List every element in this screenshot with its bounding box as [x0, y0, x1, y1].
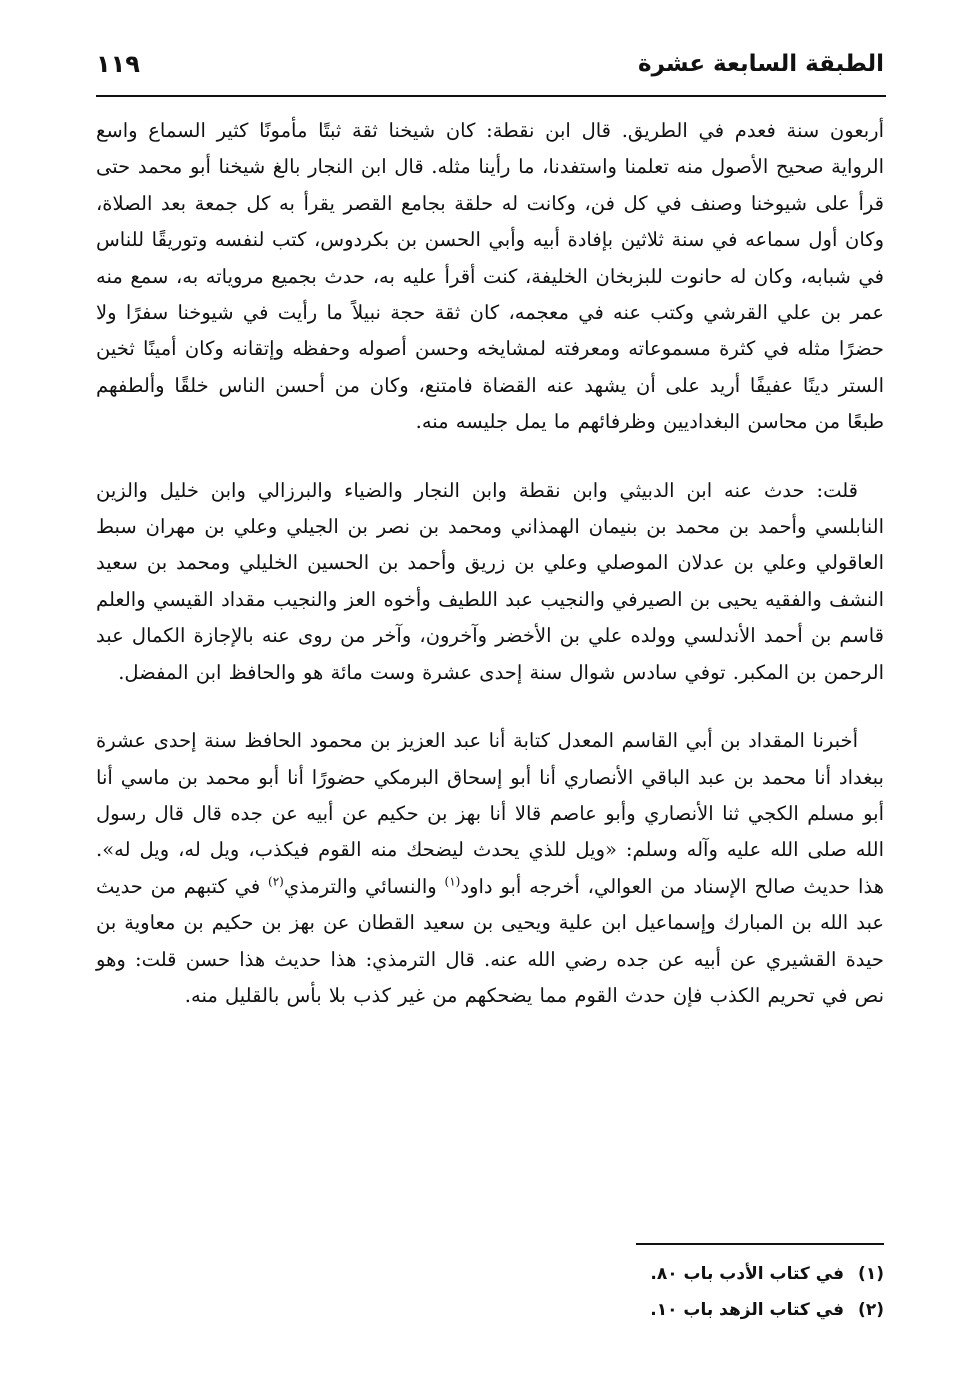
footnote-2 — [96, 1292, 884, 1328]
footnote-text: في كتاب الأدب باب ٨٠. — [650, 1264, 845, 1284]
footnotes — [96, 1256, 884, 1328]
paragraph-1: أربعون سنة فعدم في الطريق. قال ابن نقطة: كان شيخنا ثقة ثبتًا مأمونًا كثير السماع واسع الرواية صحيح الأصول منه تعلمنا واستفدنا، ما رأينا مثله. قال ابن النجار بالغ شيخنا أبو محمد حتى قرأ على شيوخنا وصنف في كل فن، وكانت له حلقة بجامع القصر يقرأ به كل جمعة بعد الصلاة، وكان أول سماعه في سنة ثلاثين بإفادة أبيه وأبي الحسن بن بكردوس، كتب لنفسه وتوريقًا للناس في شبابه، وكان له حانوت للبزبخان الخليفة، كنت أقرأ عليه به، حدث بجميع مروياته به، سمع منه عمر بن علي القرشي وكتب عنه في معجمه، كان ثقة حجة نبيلاً ما رأيت في شيوخنا سفرًا ولا حضرًا مثله في كثرة مسموعاته ومعرفته لمشايخه وحسن أصوله وحفظه وإتقانه وكان أمينًا ثخين الستر دينًا عفيفًا أريد على أن يشهد عنه القضاة فامتنع، وكان من أحسن الناس خلقًا وألطفهم طبعًا من محاسن البغداديين وظرفائهم ما يمل جليسه منه. — [96, 119, 884, 434]
paragraph-3-text-b: والنسائي والترمذي — [283, 874, 445, 898]
footnote-1 — [96, 1256, 884, 1292]
main-text — [96, 113, 884, 1014]
paragraph-3-text-c: في كتبهم من حديث عبد الله بن المبارك وإسماعيل ابن علية ويحيى بن سعيد القطان عن بهز بن حكيم بن معاوية بن حيدة القشيري عن أبيه عن جده رضي الله عنه. قال الترمذي: هذا حديث هذا حسن قلت: وهو نص في تحريم الكذب فإن حدث القوم مما يضحكهم من غير كذب بلا بأس بالقليل منه. — [96, 874, 884, 1007]
paragraph-3-text-a: أخبرنا المقداد بن أبي القاسم المعدل كتابة أنا عبد العزيز بن محمود الحافظ سنة إحدى عشرة ببغداد أنا محمد بن عبد الباقي الأنصاري أنا أبو إسحاق البرمكي حضورًا أنا أبو محمد بن ماسي أنا أبو مسلم الكجي ثنا الأنصاري وأبو عاصم قالا أنا بهز بن حكيم عن أبيه عن جده قال قال رسول الله صلى الله عليه وآله وسلم: «ويل للذي يحدث ليضحك منه القوم فيكذب، ويل له، ويل له». هذا حديث صالح الإسناد من العوالي، أخرجه أبو داود — [96, 729, 884, 898]
chapter-title: الطبقة السابعة عشرة — [638, 51, 884, 77]
footnote-number: (٢) — [858, 1300, 884, 1320]
paragraph-2: قلت: حدث عنه ابن الدبيثي وابن نقطة وابن النجار والضياء والبرزالي وابن خليل والزين النابلسي وأحمد بن محمد بن بنيمان الهمذاني ومحمد بن نصر بن الجيلي وعلي بن مهران سبط العاقولي وعلي بن عدلان الموصلي وعلي بن زريق وأحمد بن الحسين الخليلي ومحمد بن سعيد النشف والفقيه يحيى بن الصيرفي والنجيب عبد اللطيف وأخوه العز والنجيب مقداد القيسي والعلم قاسم بن أحمد الأندلسي وولده علي بن الأخضر وآخرون، وآخر من روى عنه بالإجازة الكمال عبد الرحمن بن المكبر. توفي سادس شوال سنة إحدى عشرة وست مائة هو والحافظ ابن المفضل. — [96, 478, 884, 684]
footnote-rule — [636, 1243, 884, 1245]
footnote-ref-2[interactable]: (٢) — [268, 874, 284, 889]
running-header — [96, 44, 884, 84]
footnote-ref-1[interactable]: (١) — [444, 874, 461, 889]
paragraph-3 — [96, 723, 884, 1014]
header-rule — [96, 95, 886, 97]
footnote-text: في كتاب الزهد باب ١٠. — [650, 1300, 845, 1320]
page-number: ١١٩ — [96, 50, 140, 78]
footnote-number: (١) — [858, 1264, 884, 1284]
